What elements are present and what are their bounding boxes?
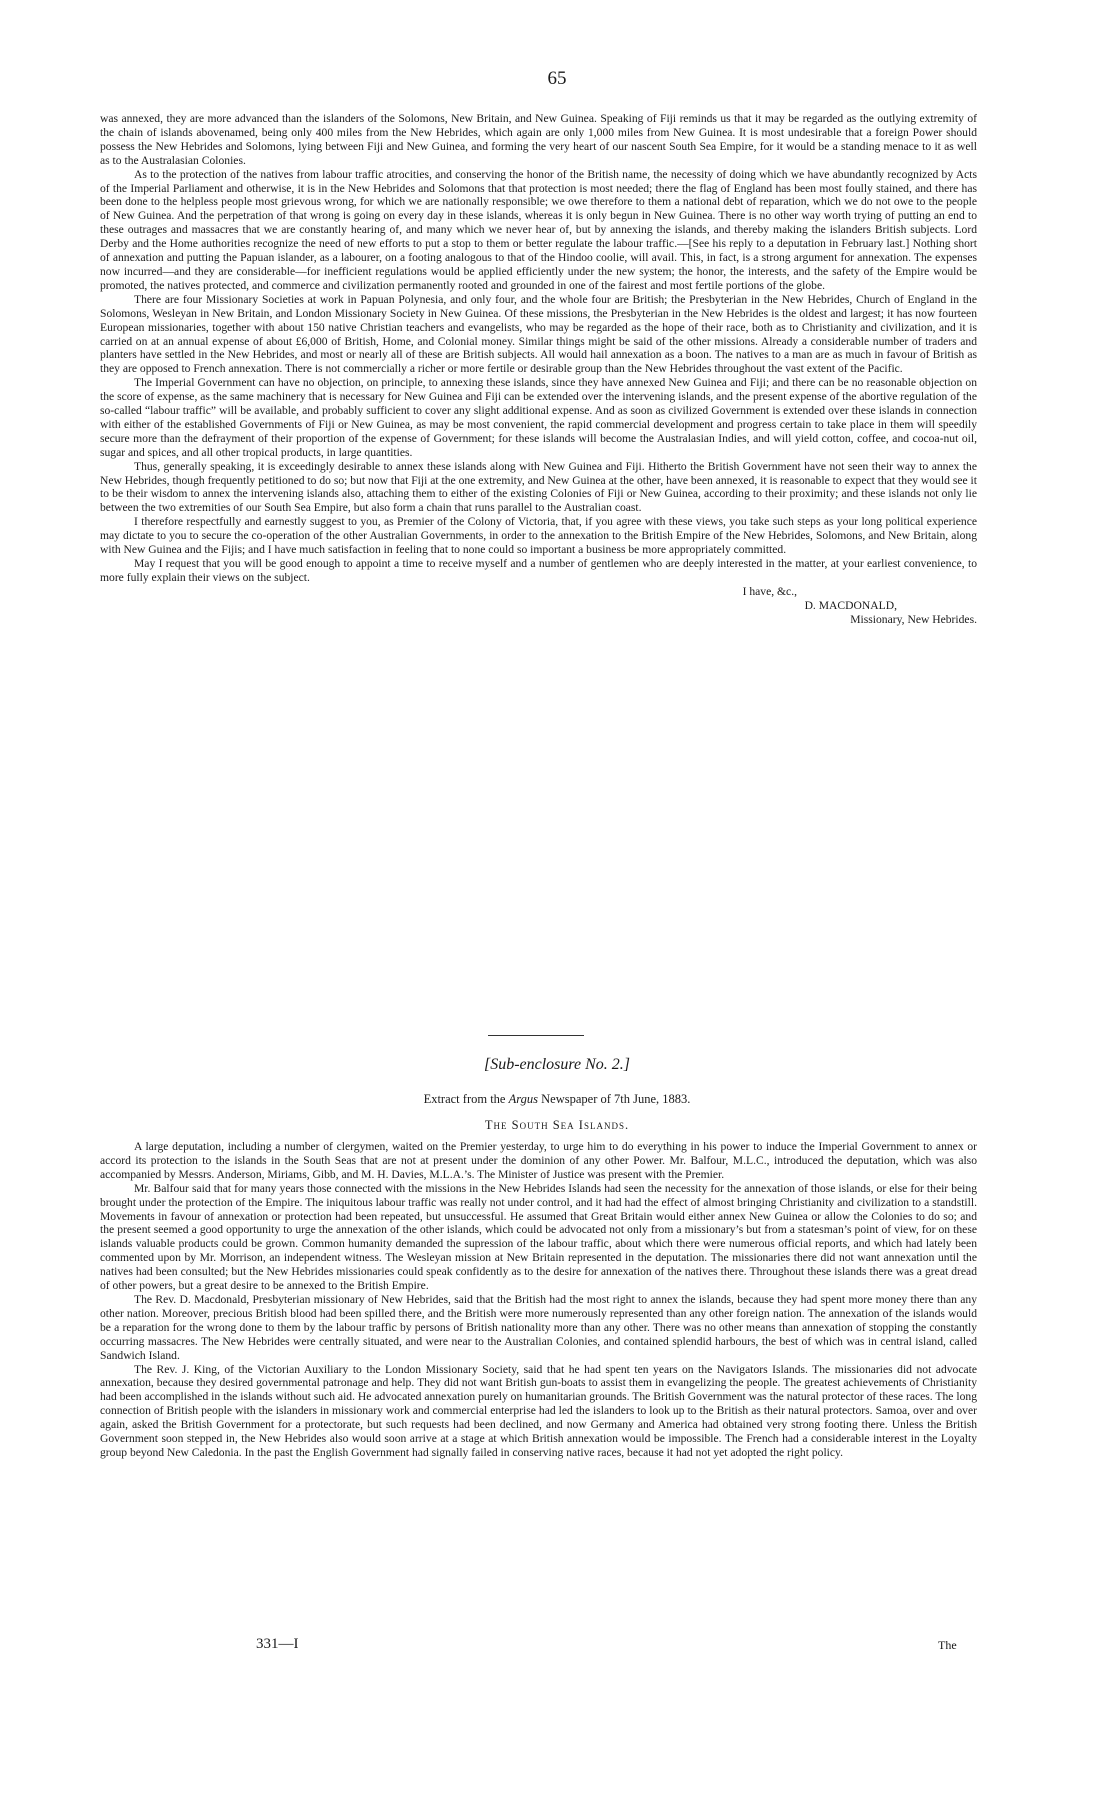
letter-paragraph: I therefore respectfully and earnestly suggest to you, as Premier of the Colony of Victoria, that, if you agree with these views, you take such steps as your long political experience may dictate to you to secure the co-operation of the other Australian Governments, in order to the annexation to the British Empire of the New Hebrides, Solomons, and New Britain, along with New Guinea and the Fijis; and I have much satisfaction in feeling that to none could so important a business be more appropriately committed. <box>100 515 977 557</box>
letter-paragraph: Thus, generally speaking, it is exceedingly desirable to annex these islands along with New Guinea and Fiji. Hitherto the British Government have not seen their way to annex the New Hebrides, though frequently petitioned to do so; but now that Fiji at the one extremity, and New Guinea at the other, have been annexed, it is reasonable to expect that they would see it to be their wisdom to annex the intervening islands also, attaching them to either of the existing Colonies of Fiji or New Guinea, according to their proximity; and these islands not only lie between the two extremities of our South Sea Empire, but also form a chain that runs parallel to the Australian coast. <box>100 459 977 515</box>
letter-paragraph: There are four Missionary Societies at work in Papuan Polynesia, and only four, and the whole four are British; the Presbyterian in the New Hebrides, Church of England in the Solomons, Wesleyan in New Britain, and London Missionary Society in New Guinea. Of these missions, the Presbyterian in the New Hebrides is the oldest and largest; it has now fourteen European missionaries, together with about 150 native Christian teachers and evangelists, who may be regarded as the hope of their race, both as to Christianity and civilization, and it is carried on at an annual expense of about £6,000 of British, Home, and Colonial money. Similar things might be said of the other missions. Already a considerable number of traders and planters have settled in the New Hebrides, and most or nearly all of these are British subjects. All would hail annexation as a boon. The natives to a man are as much in favour of British as they are opposed to French annexation. There is not commercially a richer or more fertile or desirable group than the New Hebrides throughout the vast extent of the Pacific. <box>100 292 977 376</box>
letter-body <box>100 112 977 627</box>
letter-closing <box>100 585 977 627</box>
signature-name: D. MACDONALD, <box>804 598 897 612</box>
printer-signature-mark: 331—I <box>256 1636 299 1652</box>
extract-source-line <box>0 1092 1114 1107</box>
page-number: 65 <box>547 68 567 89</box>
letter-paragraph: May I request that you will be good enough to appoint a time to receive myself and a number of gentlemen who are deeply interested in the matter, at your earliest convenience, to more fully explain their views on the subject. <box>100 557 977 584</box>
sub-enclosure-heading: [Sub-enclosure No. 2.] <box>483 1056 631 1073</box>
newspaper-name: Argus <box>508 1092 539 1106</box>
extract-prefix: Extract from the <box>423 1092 506 1106</box>
closing-salutation: I have, &c., <box>742 584 797 598</box>
letter-paragraph: The Imperial Government can have no objection, on principle, to annexing these islands, since they have annexed New Guinea and Fiji; and there can be no reasonable objection on the score of expense, as the same machinery that is necessary for New Guinea and Fiji can be extended over the intervening islands, and the present expense of the abortive regulation of the so-called “labour traffic” will be available, and probably sufficient to cover any slight additional expense. And as soon as civilized Government is extended over these islands in connection with either of the established Governments of Fiji or New Guinea, as may be most convenient, the rapid commercial development and progress certain to take place in them will speedily secure more than the defrayment of their proportion of the expense of Government; for these islands will become the Australasian Indies, and will yield cotton, coffee, and cocoa-nut oil, sugar and spices, and all other tropical products, in large quantities. <box>100 376 977 459</box>
extract-suffix: Newspaper of 7th June, 1883. <box>541 1092 691 1106</box>
article-paragraph: The Rev. J. King, of the Victorian Auxiliary to the London Missionary Society, said that he had spent ten years on the Navigators Islands. The missionaries did not advocate annexation, because they desired governmental patronage and help. They did not want British gun-boats to assist them in evangelizing the people. The greatest achievements of Christianity had been accomplished in the islands without such aid. He advocated annexation purely on humanitarian grounds. The British Government was the natural protector of these races. The long connection of British people with the islanders in missionary work and commercial enterprise had led the islanders to look up to the British as their natural protectors. Samoa, over and over again, asked the British Government for a protectorate, but such requests had been declined, and now Germany and America had obtained very strong footing there. Unless the British Government soon stepped in, the New Hebrides also would soon arrive at a stage at which British annexation would be impossible. The French had a considerable interest in the Loyalty group beyond New Caledonia. In the past the English Government had signally failed in conserving native races, because it had not yet adopted the right policy. <box>100 1362 977 1459</box>
catchword: The <box>938 1638 957 1652</box>
letter-paragraph: As to the protection of the natives from labour traffic atrocities, and conserving the honor of the British name, the necessity of doing which we have abundantly recognized by Acts of the Imperial Parliament and otherwise, it is in the New Hebrides and Solomons that that protection is most needed; there the flag of England has been most foully stained, and there has been done to the helpless people most grievous wrong, for which we are nationally responsible; we owe therefore to them a national debt of reparation, which we do not owe to the people of New Guinea. And the perpetration of that wrong is going on every day in these islands, whereas it is only begun in New Guinea. There is no other way worth trying of putting an end to these outrages and massacres that we are constantly hearing of, and many which we never hear of, but by annexing the islands, and thereby making the islanders British subjects. Lord Derby and the Home authorities recognize the need of new efforts to put a stop to them or better regulate the labour traffic.—[See his reply to a deputation in February last.] Nothing short of annexation and putting the Papuan islander, as a labourer, on a footing analogous to that of the Hindoo coolie, will avail. This, in fact, is a strong argument for annexation. The expenses now incurred—and they are considerable—for inefficient regulations would be applied efficiently under the new system; the honor, the interests, and the safety of the Empire would be promoted, the natives protected, and commerce and civilization permanently rooted and grounded in one of the fairest and most fertile portions of the globe. <box>100 167 977 292</box>
article-paragraph: A large deputation, including a number of clergymen, waited on the Premier yesterday, to urge him to do everything in his power to induce the Imperial Government to annex or accord its protection to the islands in the South Seas that are not at present under the dominion of any other Power. Mr. Balfour, M.L.C., introduced the deputation, which was also accompanied by Messrs. Anderson, Miriams, Gibb, and M. H. Davies, M.L.A.’s. The Minister of Justice was present with the Premier. <box>100 1140 977 1181</box>
section-divider <box>488 1035 584 1036</box>
article-paragraph: The Rev. D. Macdonald, Presbyterian missionary of New Hebrides, said that the British had the most right to annex the islands, because they had spent more money there than any other nation. Moreover, precious British blood had been spilled there, and the British were more numerously represented than any other foreign nation. The annexation of the islands would be a reparation for the wrong done to them by the labour traffic by persons of British nationality more than any other. There was no other means than annexation of stopping the constantly occurring massacres. The New Hebrides were centrally situated, and were near to the Australian Colonies, and contained splendid harbours, the best of which was in central island, called Sandwich Island. <box>100 1292 977 1362</box>
signature-title: Missionary, New Hebrides. <box>850 612 977 626</box>
article-title: The South Sea Islands. <box>484 1118 630 1132</box>
article-body <box>100 1140 977 1460</box>
article-paragraph: Mr. Balfour said that for many years those connected with the missions in the New Hebrides Islands had seen the necessity for the annexation of those islands, or else for their being brought under the protection of the Empire. The iniquitous labour traffic was really not under control, and it had had the effect of almost bringing Christianity and civilization to a standstill. Movements in favour of annexation or protection had been repeated, but unsuccessful. He assumed that Great Britain would either annex New Guinea or allow the Colonies to do so; and the present seemed a good opportunity to urge the annexation of the other islands, which could be advocated not only from a missionary’s but from a statesman’s point of view, for on these islands valuable products could be grown. Common humanity demanded the supression of the labour traffic, about which there were numerous official reports, and which had lately been commented upon by Mr. Morrison, an independent witness. The Wesleyan mission at New Britain represented in the deputation. The missionaries there did not want annexation until the natives had been consulted; but the New Hebrides missionaries could speak confidently as to the desire for annexation of the natives there. Throughout these islands there was a great dread of other powers, but a great desire to be annexed to the British Empire. <box>100 1181 977 1293</box>
letter-paragraph: was annexed, they are more advanced than the islanders of the Solomons, New Britain, and New Guinea. Speaking of Fiji reminds us that it may be regarded as the outlying extremity of the chain of islands abovenamed, being only 400 miles from the New Hebrides, which again are only 1,000 miles from New Guinea. It is most undesirable that a foreign Power should possess the New Hebrides and Solomons, lying between Fiji and New Guinea, and forming the very heart of our nascent South Sea Empire, for it would be a standing menace to it as well as to the Australasian Colonies. <box>100 112 977 167</box>
